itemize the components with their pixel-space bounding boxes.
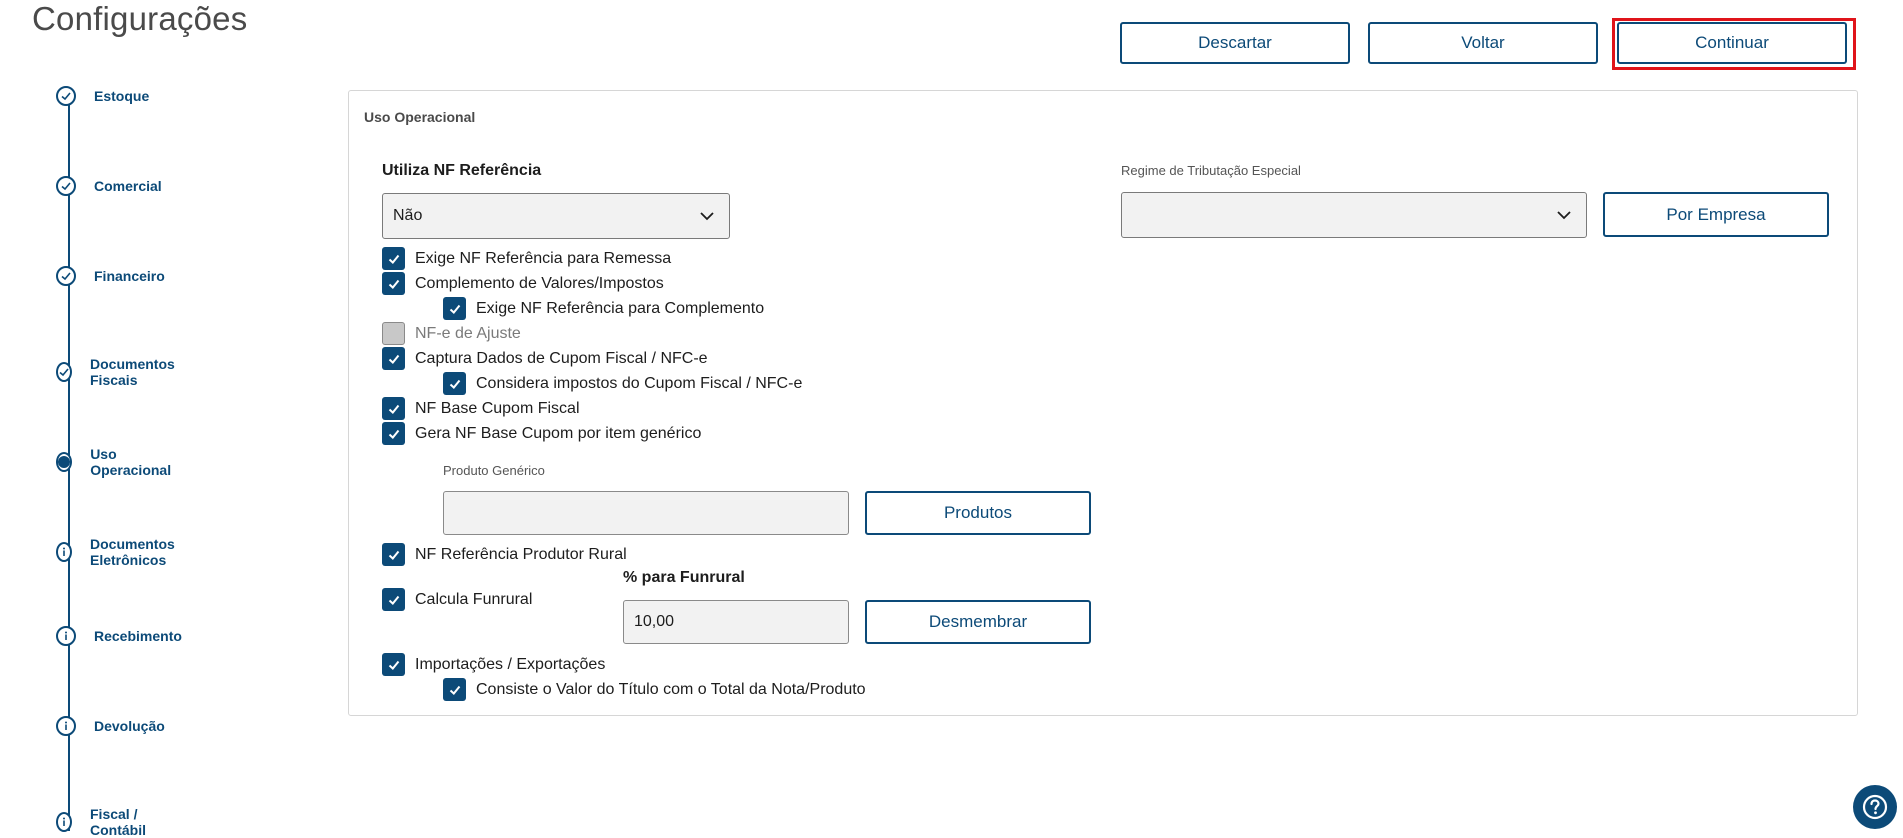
step-done-icon <box>56 266 76 286</box>
check-icon <box>387 252 401 266</box>
chevron-down-icon <box>699 208 715 224</box>
step-label: Devolução <box>94 718 165 734</box>
checkbox-label: Exige NF Referência para Complemento <box>476 299 765 317</box>
checkbox-consiste-valor[interactable] <box>443 678 866 701</box>
desmembrar-button[interactable]: Desmembrar <box>865 600 1091 644</box>
checkbox-nf-base-cupom[interactable] <box>382 397 580 420</box>
step-fiscal-contabil[interactable] <box>56 806 150 838</box>
checkbox-checked <box>382 247 405 270</box>
check-icon <box>387 658 401 672</box>
checkbox-checked <box>443 678 466 701</box>
por-empresa-button[interactable]: Por Empresa <box>1603 192 1829 237</box>
checkbox-import-export[interactable] <box>382 653 605 676</box>
produto-generico-label: Produto Genérico <box>443 463 545 478</box>
check-icon <box>448 377 462 391</box>
step-documentos-eletronicos[interactable] <box>56 536 179 568</box>
step-devolucao[interactable] <box>56 716 165 736</box>
step-done-icon <box>56 176 76 196</box>
step-done-icon <box>56 362 72 382</box>
chevron-down-icon <box>1556 207 1572 223</box>
checkbox-label: NF-e de Ajuste <box>415 324 521 342</box>
info-icon <box>56 626 76 646</box>
step-documentos-fiscais[interactable] <box>56 356 179 388</box>
step-label: Uso Operacional <box>90 446 172 478</box>
checkbox-label: Captura Dados de Cupom Fiscal / NFC-e <box>415 349 708 367</box>
checkbox-label: Calcula Funrural <box>415 590 533 608</box>
check-icon <box>387 352 401 366</box>
step-recebimento[interactable] <box>56 626 182 646</box>
checkbox-label: Importações / Exportações <box>415 655 606 673</box>
panel-title: Uso Operacional <box>364 109 476 125</box>
checkbox-checked <box>382 347 405 370</box>
checkbox-disabled <box>382 322 405 345</box>
checkbox-checked <box>382 397 405 420</box>
step-done-icon <box>56 86 76 106</box>
step-label: Financeiro <box>94 268 165 284</box>
produto-generico-input[interactable] <box>443 491 849 535</box>
checkbox-checked <box>382 422 405 445</box>
funrural-label: % para Funrural <box>623 569 745 586</box>
check-icon <box>448 302 462 316</box>
checkbox-complemento[interactable] <box>382 272 664 295</box>
info-icon <box>56 542 72 562</box>
checkbox-checked <box>382 653 405 676</box>
step-label: Fiscal / Contábil <box>90 806 146 838</box>
check-icon <box>448 683 462 697</box>
continue-button[interactable]: Continuar <box>1617 22 1847 64</box>
step-label: Documentos Eletrônicos <box>90 536 175 568</box>
checkbox-label: NF Base Cupom Fiscal <box>415 399 580 417</box>
page-title: Configurações <box>32 0 248 37</box>
step-financeiro[interactable] <box>56 266 165 286</box>
checkbox-checked <box>443 297 466 320</box>
step-uso-operacional[interactable] <box>56 446 175 478</box>
uso-operacional-panel <box>348 90 1858 716</box>
info-icon <box>56 812 72 832</box>
checkbox-label: Exige NF Referência para Remessa <box>415 249 672 267</box>
checkbox-checked <box>382 272 405 295</box>
step-label: Documentos Fiscais <box>90 356 175 388</box>
produtos-button[interactable]: Produtos <box>865 491 1091 535</box>
checkbox-nfe-ajuste[interactable] <box>382 322 521 345</box>
checkbox-captura-cupom[interactable] <box>382 347 708 370</box>
discard-button[interactable]: Descartar <box>1120 22 1350 64</box>
checkbox-calcula-funrural[interactable] <box>382 588 532 611</box>
checkbox-exige-complemento[interactable] <box>443 297 764 320</box>
step-active-icon <box>56 452 72 472</box>
check-icon <box>387 593 401 607</box>
regime-select[interactable] <box>1121 192 1587 238</box>
checkbox-nf-produtor-rural[interactable] <box>382 543 627 566</box>
back-button[interactable]: Voltar <box>1368 22 1598 64</box>
checkbox-checked <box>382 543 405 566</box>
checkbox-label: NF Referência Produtor Rural <box>415 545 627 563</box>
help-button[interactable] <box>1853 785 1897 829</box>
checkbox-checked <box>443 372 466 395</box>
checkbox-label: Complemento de Valores/Impostos <box>415 274 664 292</box>
nf-ref-select[interactable] <box>382 193 730 239</box>
step-estoque[interactable] <box>56 86 149 106</box>
info-icon <box>56 716 76 736</box>
funrural-percent-input[interactable]: 10,00 <box>623 600 849 644</box>
question-circle-icon <box>1861 793 1889 821</box>
check-icon <box>387 427 401 441</box>
nf-ref-value: Não <box>393 207 423 224</box>
step-label: Recebimento <box>94 628 182 644</box>
checkbox-label: Gera NF Base Cupom por item genérico <box>415 424 702 442</box>
step-comercial[interactable] <box>56 176 162 196</box>
checkbox-gera-nf-base[interactable] <box>382 422 701 445</box>
regime-label: Regime de Tributação Especial <box>1121 163 1301 178</box>
check-icon <box>387 277 401 291</box>
step-label: Comercial <box>94 178 162 194</box>
step-label: Estoque <box>94 88 150 104</box>
checkbox-label: Consiste o Valor do Título com o Total da Nota/Produto <box>476 680 866 698</box>
checkbox-checked <box>382 588 405 611</box>
checkbox-considera-impostos[interactable] <box>443 372 802 395</box>
check-icon <box>387 548 401 562</box>
checkbox-exige-remessa[interactable] <box>382 247 671 270</box>
check-icon <box>387 402 401 416</box>
checkbox-label: Considera impostos do Cupom Fiscal / NFC-e <box>476 374 803 392</box>
nf-ref-label: Utiliza NF Referência <box>382 162 542 179</box>
